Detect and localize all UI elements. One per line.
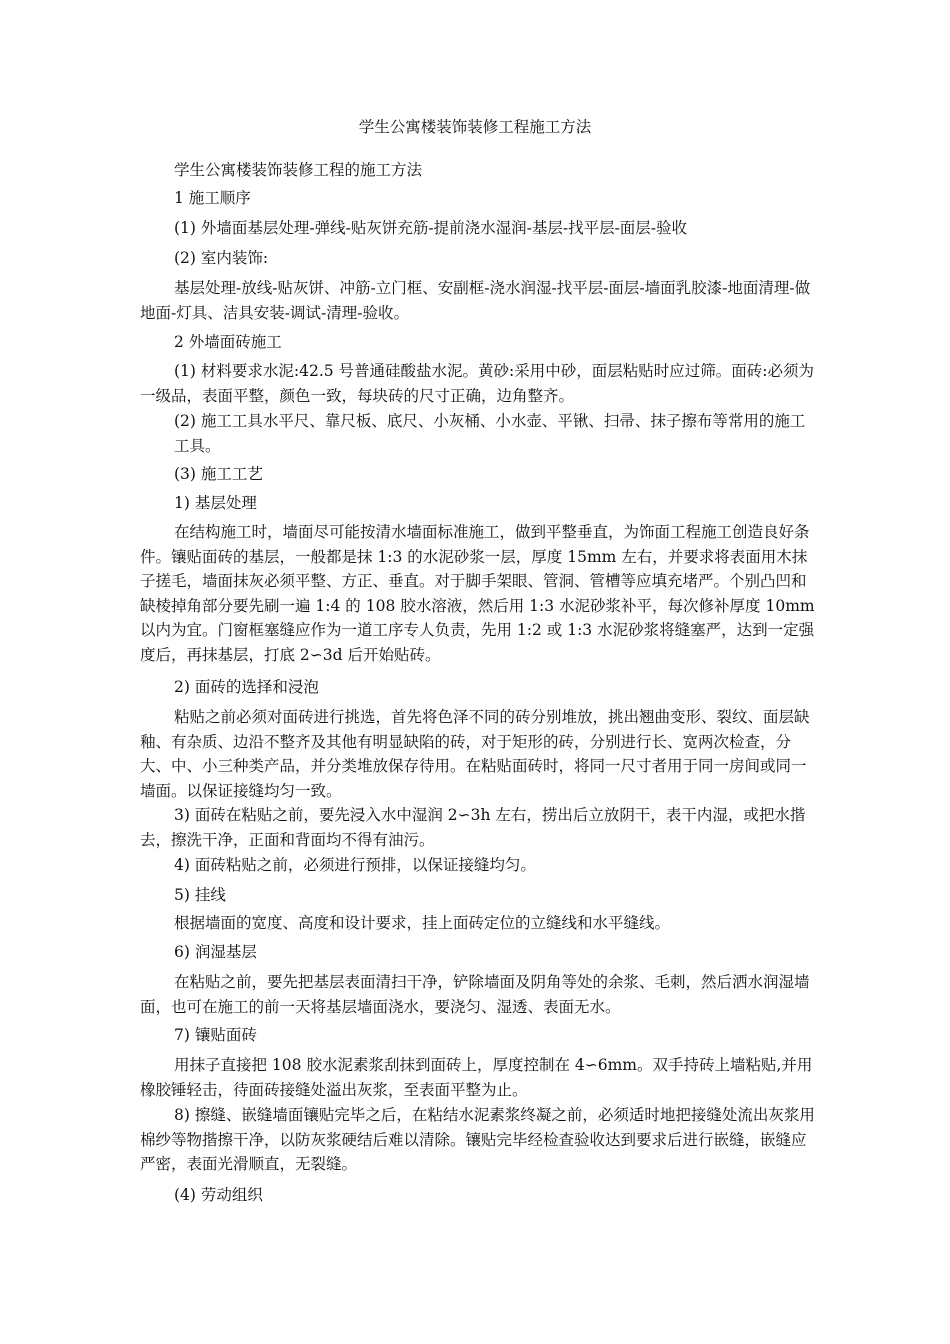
paragraph: 用抹子直接把 108 胶水泥素浆刮抹到面砖上，厚度控制在 4∽6mm。双手持砖上墙粘贴,并用橡胶锤轻击，待面砖接缝处溢出灰浆，至表面平整为止。	[140, 1056, 813, 1099]
sub-heading: 1) 基层处理	[174, 494, 257, 512]
sub-heading: 2) 面砖的选择和浸泡	[174, 678, 319, 696]
paragraph: 3) 面砖在粘贴之前，要先浸入水中湿润 2∽3h 左右，捞出后立放阴干，表干内湿，或把水揩去，擦洗干净，正面和背面均不得有油污。	[140, 806, 806, 849]
paragraph-subtitle: 学生公寓楼装饰装修工程的施工方法	[174, 161, 423, 179]
list-item: (1) 外墙面基层处理-弹线-贴灰饼充筋-提前浇水湿润-基层-找平层-面层-验收	[174, 219, 688, 237]
heading-2: 2 外墙面砖施工	[174, 333, 282, 351]
paragraph: 基层处理-放线-贴灰饼、冲筋-立门框、安副框-浇水润湿-找平层-面层-墙面乳胶漆-地面清理-做地面-灯具、洁具安装-调试-清理-验收。	[140, 279, 811, 322]
list-item: (3) 施工工艺	[174, 465, 263, 483]
paragraph: 4) 面砖粘贴之前，必须进行预排，以保证接缝均匀。	[174, 856, 536, 874]
sub-heading: 6) 润湿基层	[174, 943, 257, 961]
paragraph: 8) 擦缝、嵌缝墙面镶贴完毕之后，在粘结水泥素浆终凝之前，必须适时地把接缝处流出灰浆用棉纱等物揩擦干净，以防灰浆硬结后难以清除。镶贴完毕经检查验收达到要求后进行嵌缝，嵌缝应严密，表面光滑顺直，无裂缝。	[140, 1106, 815, 1173]
list-item: (1) 材料要求水泥:42.5 号普通硅酸盐水泥。黄砂:采用中砂，面层粘贴时应过筛。面砖:必须为一级品，表面平整，颜色一致，每块砖的尺寸正确，边角整齐。	[140, 362, 814, 405]
sub-heading: 5) 挂线	[174, 886, 226, 904]
document-title: 学生公寓楼装饰装修工程施工方法	[358, 118, 592, 136]
paragraph: 粘贴之前必须对面砖进行挑选，首先将色泽不同的砖分别堆放，挑出翘曲变形、裂纹、面层缺釉、有杂质、边沿不整齐及其他有明显缺陷的砖，对于矩形的砖，分别进行长、宽两次检查，分大、中、小三种类产品，并分类堆放保存待用。在粘贴面砖时，将同一尺寸者用于同一房间或同一墙面。以保证接缝均匀一致。	[140, 708, 810, 800]
paragraph: 在结构施工时，墙面尽可能按清水墙面标准施工，做到平整垂直，为饰面工程施工创造良好条件。镶贴面砖的基层，一般都是抹 1:3 的水泥砂浆一层，厚度 15mm 左右，并要求将表面用木抹子搓毛，墙面抹灰必须平整、方正、垂直。对于脚手架眼、管洞、管槽等应填充堵严。个别凸凹和缺棱掉角部分要先刷一遍 1:4 的 108 胶水溶液，然后用 1:3 水泥砂浆补平，每次修补厚度 10mm 以内为宜。门窗框塞缝应作为一道工序专人负责，先用 1:2 或 1:3 水泥砂浆将缝塞严，达到一定强度后，再抹基层，打底 2∽3d 后开始贴砖。	[140, 523, 815, 664]
paragraph: 根据墙面的宽度、高度和设计要求，挂上面砖定位的立缝线和水平缝线。	[174, 914, 671, 932]
list-item: (2) 施工工具水平尺、靠尺板、底尺、小灰桶、小水壶、平锹、扫帚、抹子擦布等常用的施工工具。	[174, 412, 806, 455]
heading-1: 1 施工顺序	[174, 189, 251, 207]
sub-heading: 7) 镶贴面砖	[174, 1026, 257, 1044]
paragraph: 在粘贴之前，要先把基层表面清扫干净，铲除墙面及阴角等处的余浆、毛刺，然后洒水润湿墙面，也可在施工的前一天将基层墙面浇水，要浇匀、湿透、表面无水。	[140, 973, 810, 1016]
list-item: (4) 劳动组织	[174, 1186, 263, 1204]
list-item: (2) 室内装饰:	[174, 249, 269, 267]
